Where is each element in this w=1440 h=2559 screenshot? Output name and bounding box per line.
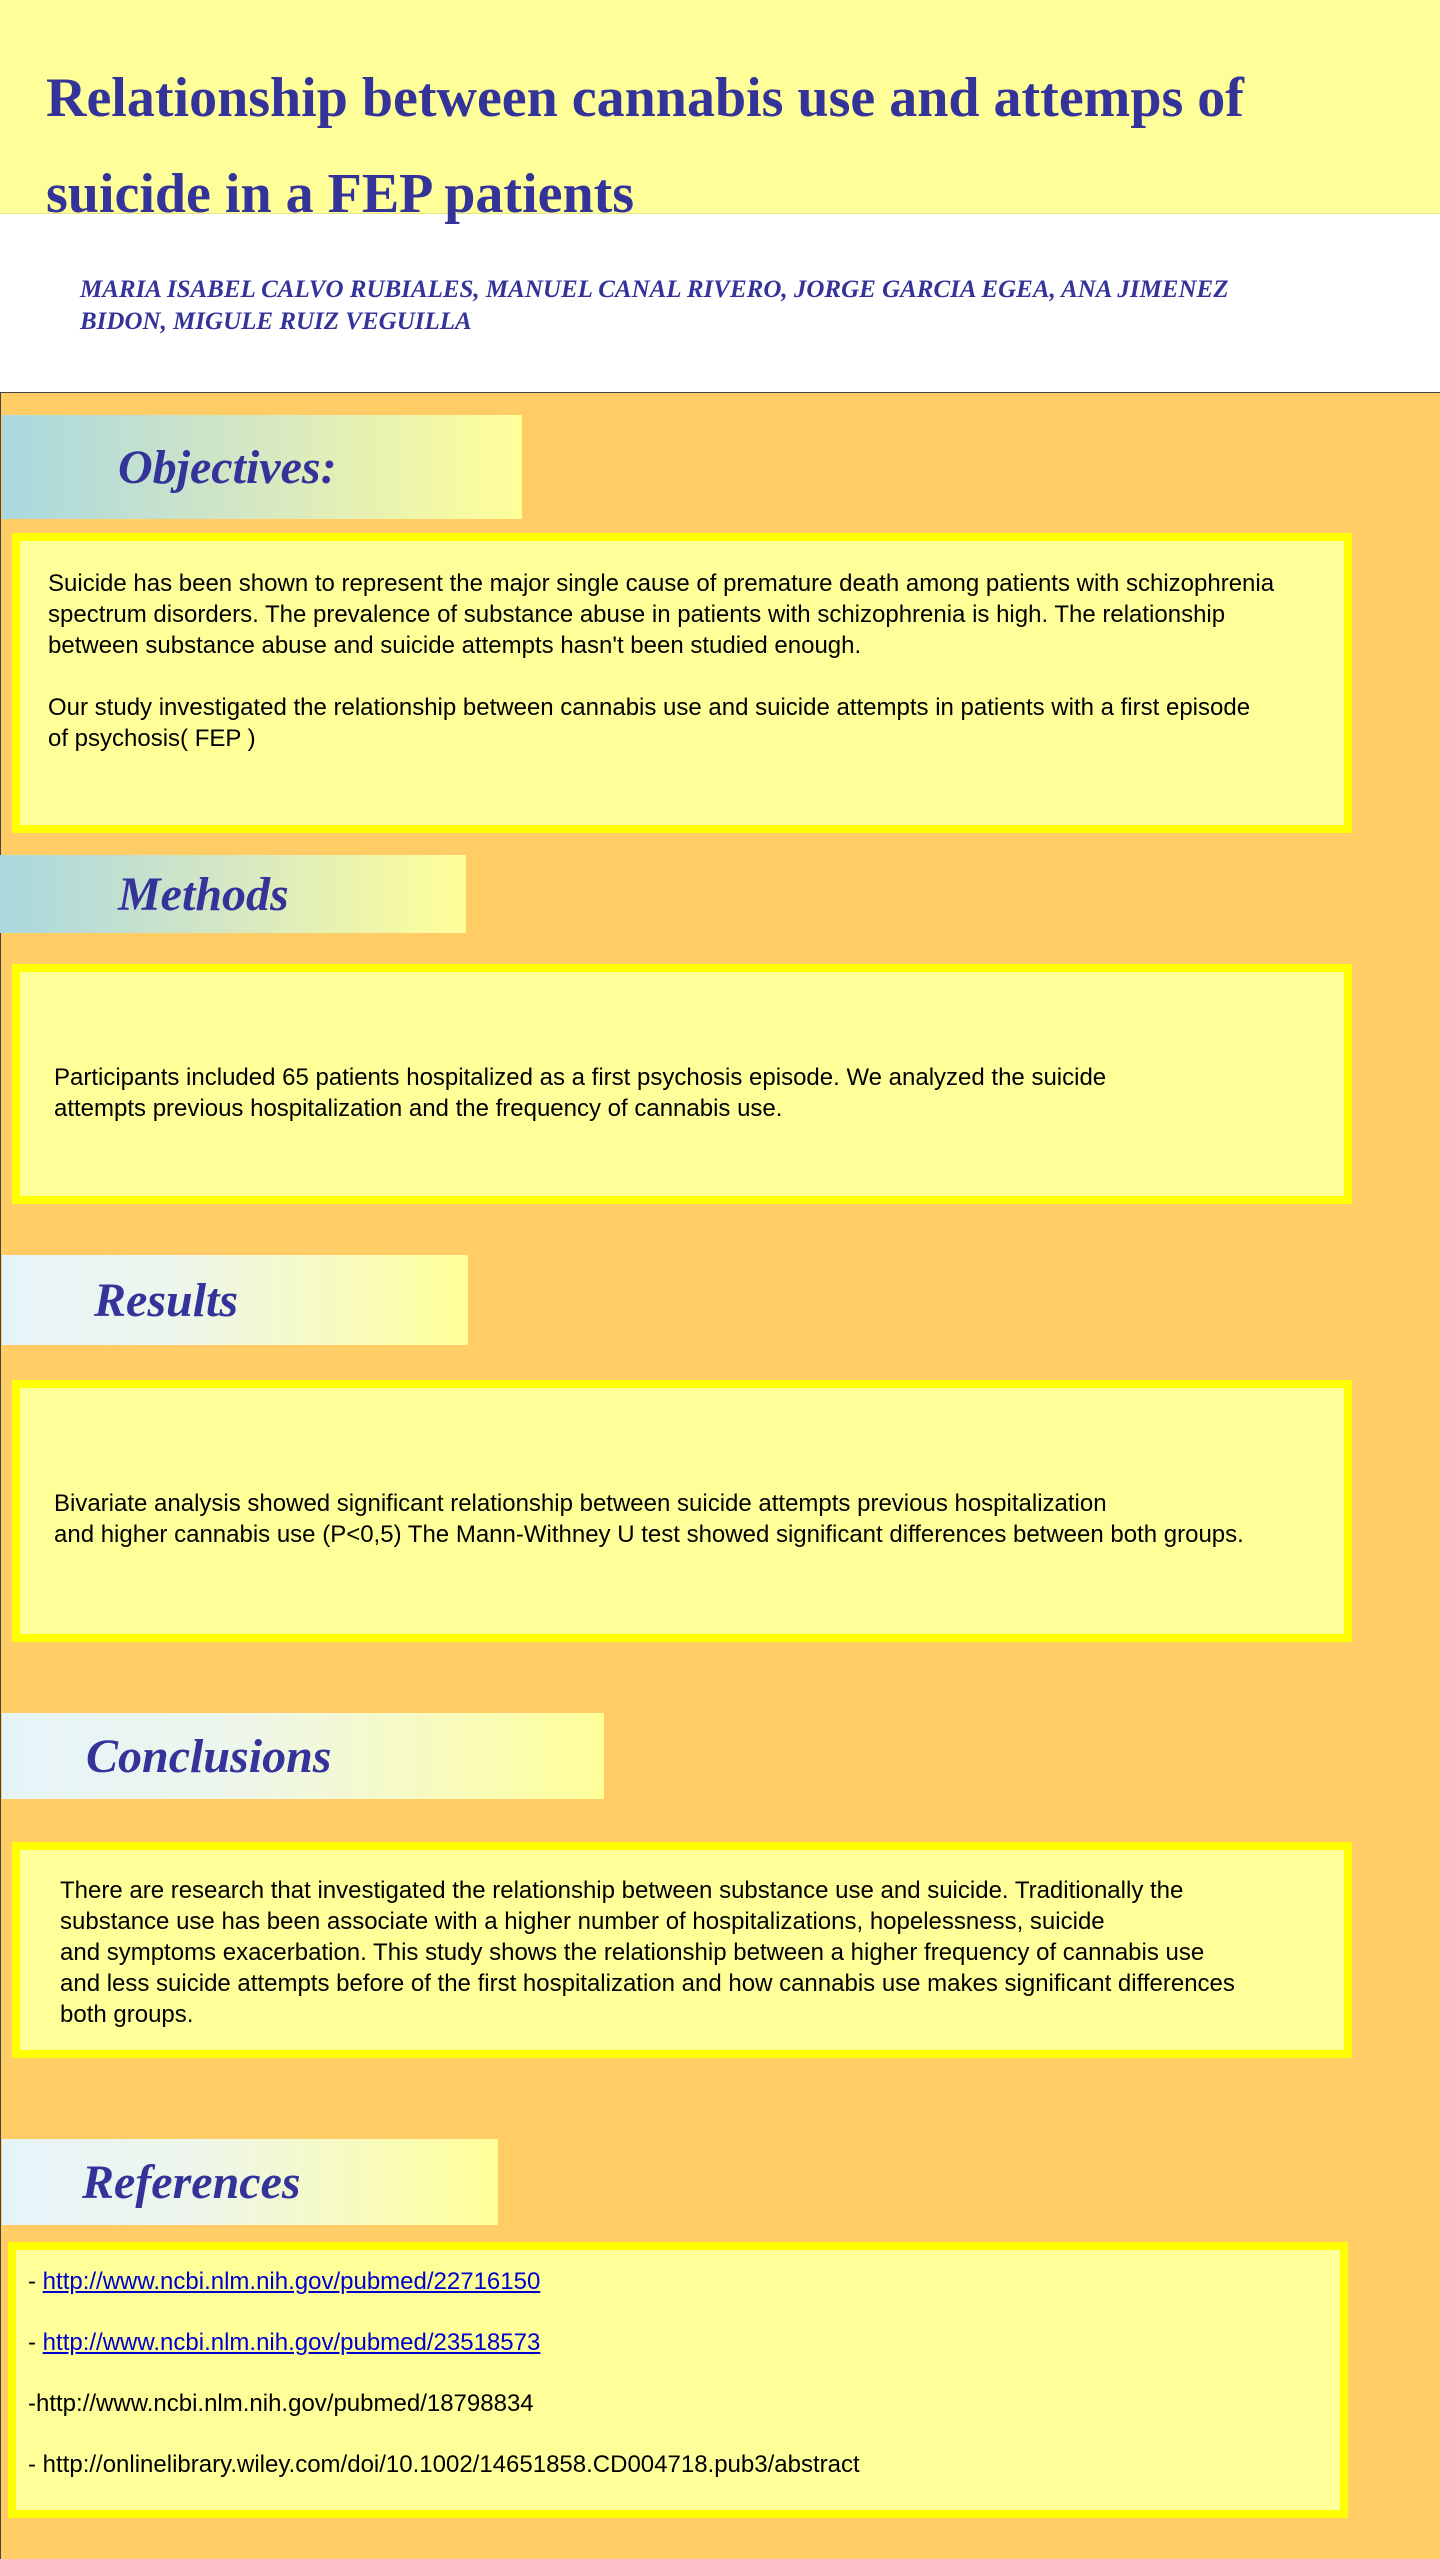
conclusions-paragraph [60, 1875, 1344, 2030]
methods-line: Participants included 65 patients hospitalized as a first psychosis episode. We analyzed the suicide [54, 1064, 1107, 1091]
objectives-line: Our study investigated the relationship between cannabis use and suicide attempts in patients with a first episode [48, 694, 1251, 721]
results-box [12, 1380, 1352, 1642]
objectives-line: between substance abuse and suicide attempts hasn't been studied enough. [48, 632, 862, 659]
objectives-box [12, 533, 1352, 833]
references-heading: References [82, 2155, 301, 2209]
conclusions-line: There are research that investigated the relationship between substance use and suicide. Traditionally the [60, 1877, 1184, 1904]
objectives-line: spectrum disorders. The prevalence of substance abuse in patients with schizophrenia is high. The relationship [48, 601, 1226, 628]
reference-prefix: - [28, 2329, 43, 2356]
objectives-line: Suicide has been shown to represent the major single cause of premature death among patients with schizophrenia [48, 570, 1275, 597]
conclusions-line: and less suicide attempts before of the first hospitalization and how cannabis use makes significant differences [60, 1970, 1235, 1997]
references-box [8, 2242, 1348, 2518]
reference-item [28, 2266, 1340, 2297]
authors-line-1: MARIA ISABEL CALVO RUBIALES, MANUEL CANAL RIVERO, JORGE GARCIA EGEA, ANA JIMENEZ [80, 276, 1229, 303]
conclusions-line: and symptoms exacerbation. This study shows the relationship between a higher frequency of cannabis use [60, 1939, 1205, 1966]
reference-prefix: - [28, 2268, 43, 2295]
conclusions-header [2, 1713, 604, 1799]
reference-item [28, 2388, 1340, 2419]
methods-header [0, 855, 466, 933]
results-line: Bivariate analysis showed significant relationship between suicide attempts previous hospitalization [54, 1490, 1107, 1517]
poster-title [46, 50, 1386, 242]
reference-text-4: - http://onlinelibrary.wiley.com/doi/10.1002/14651858.CD004718.pub3/abstract [28, 2451, 860, 2478]
conclusions-line: both groups. [60, 2001, 194, 2028]
objectives-paragraph-1 [48, 568, 1344, 661]
title-line-2: suicide in a FEP patients [46, 163, 635, 225]
results-header [2, 1255, 468, 1345]
methods-paragraph [54, 1062, 1344, 1124]
methods-line: attempts previous hospitalization and the frequency of cannabis use. [54, 1095, 783, 1122]
reference-link-2[interactable]: http://www.ncbi.nlm.nih.gov/pubmed/23518573 [42, 2329, 541, 2356]
results-paragraph [54, 1488, 1344, 1550]
conclusions-line: substance use has been associate with a higher number of hospitalizations, hopelessness, suicide [60, 1908, 1105, 1935]
conclusions-heading: Conclusions [86, 1729, 332, 1783]
objectives-line: of psychosis( FEP ) [48, 725, 256, 752]
reference-text-3: -http://www.ncbi.nlm.nih.gov/pubmed/18798834 [28, 2390, 534, 2417]
title-banner [0, 0, 1440, 225]
results-heading: Results [94, 1273, 239, 1327]
reference-item [28, 2449, 1340, 2480]
author-list [80, 274, 1360, 338]
reference-link-1[interactable]: http://www.ncbi.nlm.nih.gov/pubmed/22716150 [42, 2268, 541, 2295]
objectives-header [2, 415, 522, 519]
authors-line-2: BIDON, MIGULE RUIZ VEGUILLA [80, 308, 472, 335]
reference-item [28, 2327, 1340, 2358]
results-line: and higher cannabis use (P<0,5) The Mann-Withney U test showed significant differences between both groups. [54, 1521, 1244, 1548]
objectives-heading: Objectives: [118, 440, 337, 494]
conclusions-box [12, 1842, 1352, 2058]
methods-box [12, 964, 1352, 1204]
references-header [2, 2139, 498, 2225]
objectives-paragraph-2 [48, 692, 1344, 754]
methods-heading: Methods [118, 867, 289, 921]
title-line-1: Relationship between cannabis use and attemps of [46, 67, 1244, 129]
